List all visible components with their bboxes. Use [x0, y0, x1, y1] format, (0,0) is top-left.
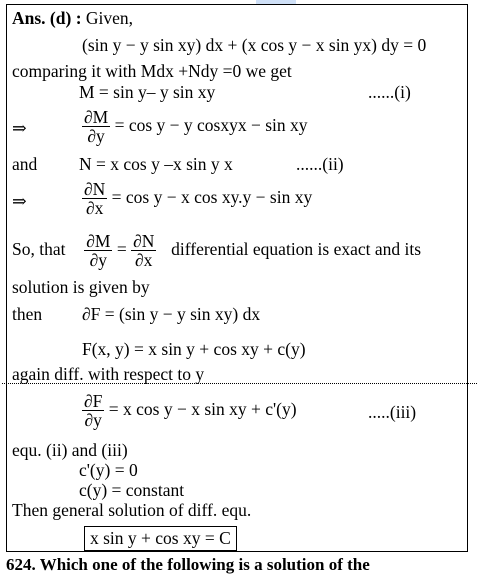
answer-intro: Given,	[85, 8, 134, 28]
dN-dx-fraction	[82, 180, 107, 218]
implies-symbol: ⇒	[12, 118, 27, 138]
solution-given-text: solution is given by	[12, 277, 150, 297]
dM-numerator: ∂M	[84, 107, 109, 127]
N-definition: N = x cos y –x sin y x	[79, 154, 233, 174]
tag-ii: ......(ii)	[296, 154, 344, 174]
again-diff-text: again diff. with respect to y	[12, 364, 205, 384]
tag-iii: .....(iii)	[368, 402, 417, 422]
compare-text: comparing it with Mdx +Ndy =0 we get	[12, 61, 292, 81]
dF-integral-equation: ∂F = (sin y − y sin xy) dx	[82, 304, 261, 324]
implies-symbol-2: ⇒	[12, 191, 27, 211]
so-that-text: So, that	[12, 238, 66, 259]
dN-dx-equation	[82, 180, 312, 218]
c-prime-zero: c'(y) = 0	[79, 460, 138, 480]
exact-M-denominator: ∂y	[89, 250, 108, 271]
exact-N-fraction	[131, 232, 156, 270]
exact-M-numerator: ∂M	[86, 231, 111, 251]
dF-dy-fraction	[82, 392, 104, 430]
tag-i: ......(i)	[368, 82, 411, 102]
dF-denominator: ∂y	[84, 410, 102, 431]
boxed-final-answer: x sin y + cos xy = C	[84, 526, 237, 551]
exactness-statement	[12, 232, 421, 270]
given-equation: (sin y − y sin xy) dx + (x cos y − x sin yx) dy = 0	[82, 35, 427, 55]
dM-dy-equation	[82, 108, 308, 146]
exact-N-denominator: ∂x	[135, 250, 153, 271]
exact-N-numerator: ∂N	[133, 231, 155, 251]
F-solution-equation: F(x, y) = x sin y + cos xy + c(y)	[82, 339, 306, 359]
dM-denominator: ∂y	[87, 126, 105, 147]
and-text: and	[12, 154, 38, 174]
exact-text: differential equation is exact and its	[171, 238, 422, 259]
dM-rhs: = cos y − y cosxyx − sin xy	[114, 114, 308, 135]
M-definition: M = sin y– y sin xy	[79, 82, 216, 102]
c-constant: c(y) = constant	[79, 480, 185, 500]
dN-numerator: ∂N	[84, 179, 106, 199]
general-solution-text: Then general solution of diff. equ.	[12, 500, 252, 520]
dF-rhs: = x cos y − x sin xy + c'(y)	[108, 398, 297, 419]
dN-rhs: = cos y − x cos xy.y − sin xy	[111, 186, 313, 207]
dM-dy-fraction	[82, 108, 110, 146]
dF-numerator: ∂F	[84, 391, 103, 411]
equ-ii-iii-text: equ. (ii) and (iii)	[12, 440, 128, 460]
exact-M-fraction	[84, 232, 112, 270]
answer-label: Ans. (d) :	[12, 8, 82, 28]
dF-dy-equation	[82, 392, 297, 430]
next-question-cutoff: 624. Which one of the following is a solution of the	[6, 555, 370, 574]
then-text: then	[12, 304, 43, 324]
answer-heading	[12, 10, 133, 28]
exact-equals: =	[116, 238, 127, 259]
dN-denominator: ∂x	[85, 198, 104, 219]
